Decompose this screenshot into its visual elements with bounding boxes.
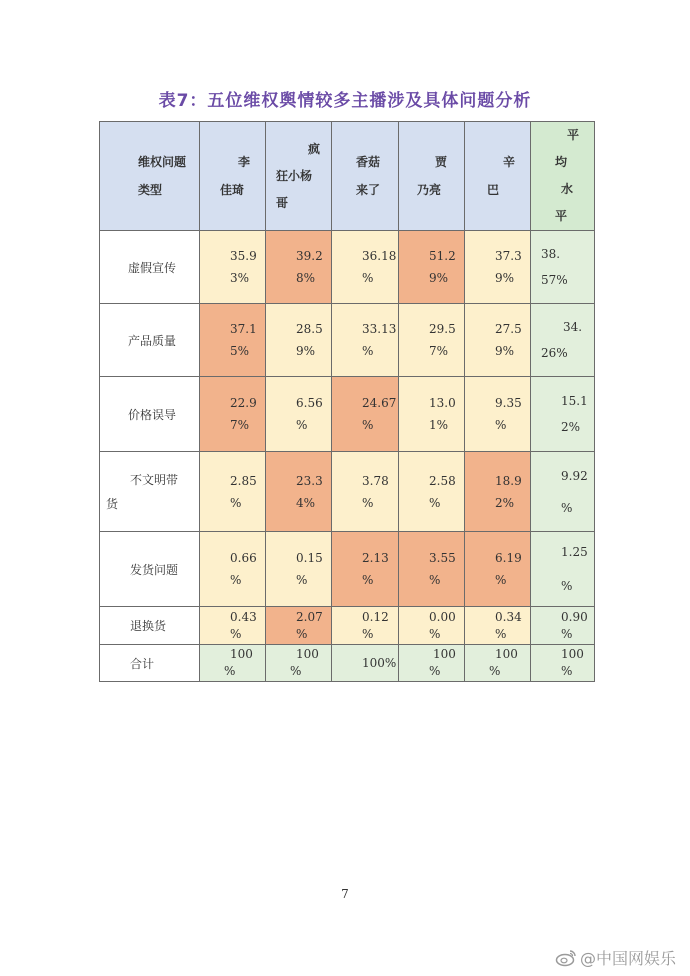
watermark bbox=[555, 946, 676, 969]
header-col-3: 香菇 来了 bbox=[332, 122, 399, 231]
row-label: 产品质量 bbox=[100, 304, 200, 377]
table-cell: 36.18 % bbox=[332, 231, 399, 304]
table-cell: 0.12 % bbox=[332, 607, 399, 645]
table-cell: 37.3 9% bbox=[465, 231, 531, 304]
table-cell: 39.2 8% bbox=[266, 231, 332, 304]
header-row bbox=[100, 122, 595, 231]
table-cell: 0.66 % bbox=[200, 532, 266, 607]
header-col-1: 李 佳琦 bbox=[200, 122, 266, 231]
table-cell: 0.43 % bbox=[200, 607, 266, 645]
table-cell: 51.2 9% bbox=[399, 231, 465, 304]
table-row bbox=[100, 532, 595, 607]
table-cell: 0.15 % bbox=[266, 532, 332, 607]
row-label: 价格误导 bbox=[100, 377, 200, 452]
table-cell: 2.13 % bbox=[332, 532, 399, 607]
table-row bbox=[100, 377, 595, 452]
avg-cell: 38. 57% bbox=[531, 231, 595, 304]
table-cell: 100 % bbox=[399, 645, 465, 682]
table-row bbox=[100, 304, 595, 377]
table-row bbox=[100, 452, 595, 532]
header-col-2: 疯 狂小杨 哥 bbox=[266, 122, 332, 231]
table-cell: 37.1 5% bbox=[200, 304, 266, 377]
row-label: 退换货 bbox=[100, 607, 200, 645]
table-cell: 13.0 1% bbox=[399, 377, 465, 452]
row-label: 合计 bbox=[100, 645, 200, 682]
table-cell: 28.5 9% bbox=[266, 304, 332, 377]
table-cell: 23.3 4% bbox=[266, 452, 332, 532]
avg-cell: 0.90 % bbox=[531, 607, 595, 645]
page-number: 7 bbox=[341, 887, 349, 901]
avg-cell: 9.92 % bbox=[531, 452, 595, 532]
avg-cell: 1.25 % bbox=[531, 532, 595, 607]
table-cell: 3.55 % bbox=[399, 532, 465, 607]
header-row-label: 维权问题 类型 bbox=[100, 122, 200, 231]
table-cell: 100 % bbox=[200, 645, 266, 682]
table-cell: 6.19 % bbox=[465, 532, 531, 607]
row-label: 不文明带 货 bbox=[100, 452, 200, 532]
data-table bbox=[99, 121, 595, 682]
table-cell: 33.13 % bbox=[332, 304, 399, 377]
table-cell: 2.58 % bbox=[399, 452, 465, 532]
table-cell: 29.5 7% bbox=[399, 304, 465, 377]
table-row bbox=[100, 607, 595, 645]
row-label: 发货问题 bbox=[100, 532, 200, 607]
table-cell: 0.34 % bbox=[465, 607, 531, 645]
table-cell: 27.5 9% bbox=[465, 304, 531, 377]
table-row bbox=[100, 645, 595, 682]
table-title: 表7：五位维权舆情较多主播涉及具体问题分析 bbox=[158, 91, 532, 111]
avg-cell: 100 % bbox=[531, 645, 595, 682]
table-cell: 9.35 % bbox=[465, 377, 531, 452]
table-cell: 35.9 3% bbox=[200, 231, 266, 304]
table-cell: 3.78 % bbox=[332, 452, 399, 532]
table-cell: 100 % bbox=[465, 645, 531, 682]
header-col-5: 辛 巴 bbox=[465, 122, 531, 231]
weibo-icon bbox=[555, 949, 577, 967]
table-cell: 2.85 % bbox=[200, 452, 266, 532]
table-cell: 2.07 % bbox=[266, 607, 332, 645]
table-cell: 0.00 % bbox=[399, 607, 465, 645]
table-cell: 100% bbox=[332, 645, 399, 682]
table-cell: 18.9 2% bbox=[465, 452, 531, 532]
watermark-text: @中国网娱乐 bbox=[579, 949, 676, 968]
table-cell: 24.67 % bbox=[332, 377, 399, 452]
avg-cell: 34. 26% bbox=[531, 304, 595, 377]
table-cell: 22.9 7% bbox=[200, 377, 266, 452]
header-col-avg: 平 均 水 平 bbox=[531, 122, 595, 231]
table-row bbox=[100, 231, 595, 304]
header-col-4: 贾 乃亮 bbox=[399, 122, 465, 231]
table-cell: 6.56 % bbox=[266, 377, 332, 452]
row-label: 虚假宣传 bbox=[100, 231, 200, 304]
avg-cell: 15.1 2% bbox=[531, 377, 595, 452]
table-cell: 100 % bbox=[266, 645, 332, 682]
